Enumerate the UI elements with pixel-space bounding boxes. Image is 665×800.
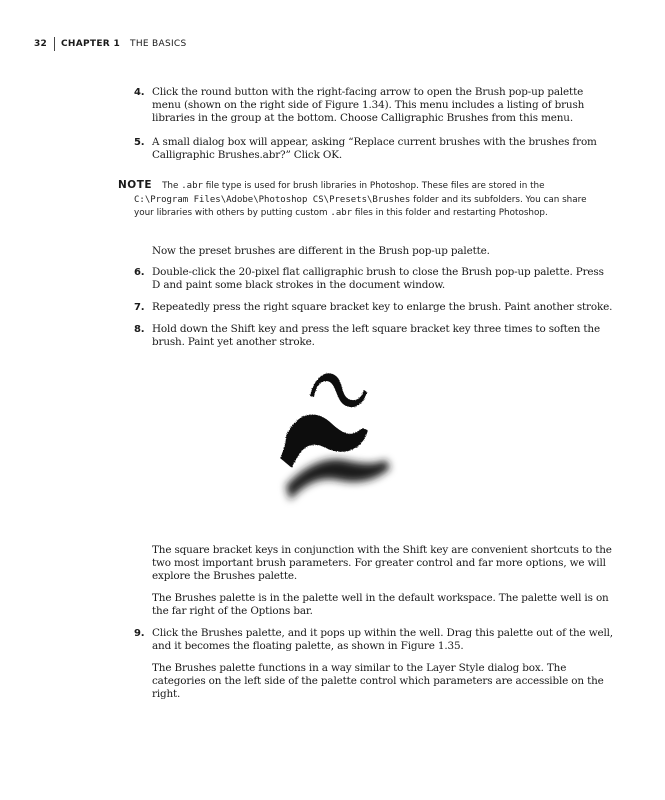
note-box [118, 179, 598, 221]
step-text: Double-click the 20-pixel flat calligraphic brush to close the Brush pop-up palette. Press D and paint some black strokes in the document window. [152, 266, 604, 292]
running-header [34, 37, 187, 51]
page-number: 32 [34, 39, 48, 49]
step-number: 5. [134, 137, 145, 148]
paragraph: The square bracket keys in conjunction with the Shift key are convenient shortcuts to the two most important brush parameters. For greater control and far more options, we will explore the Brushes palette. [152, 544, 612, 583]
paragraph: The Brushes palette functions in a way similar to the Layer Style dialog box. The categories on the left side of the palette control which parameters are accessible on the right. [152, 662, 604, 701]
chapter-title: THE BASICS [130, 39, 187, 49]
note-label: NOTE [118, 179, 153, 191]
step-text: A small dialog box will appear, asking “Replace current brushes with the brushes from Calligraphic Brushes.abr?” Click OK. [152, 136, 597, 162]
soft-stroke [286, 459, 390, 500]
folder-path: C:\Program Files\Adobe\Photoshop CS\Presets\Brushes [134, 194, 411, 205]
step-text: Click the Brushes palette, and it pops up within the well. Drag this palette out of the well, and it becomes the floating palette, as shown in Figure 1.35. [152, 627, 613, 653]
step-4 [134, 86, 614, 126]
step-9 [134, 627, 614, 653]
large-stroke [280, 414, 368, 468]
step-number: 4. [134, 87, 145, 98]
file-extension: .abr [181, 181, 203, 191]
step-number: 9. [134, 628, 145, 639]
step-5 [134, 136, 614, 162]
note-text: The .abr file type is used for brush libraries in Photoshop. These files are stored in the C:\Program Files\Adobe\Photoshop CS\Presets\Brushes folder and its subfolders. You can share your libraries with others by putting custom .abr files in this folder and restarting Photoshop. [134, 181, 587, 219]
step-7 [134, 301, 614, 314]
thin-stroke [310, 373, 367, 407]
step-number: 8. [134, 324, 145, 335]
step-text: Hold down the Shift key and press the left square bracket key three times to soften the brush. Paint yet another stroke. [152, 323, 600, 349]
step-text: Click the round button with the right-facing arrow to open the Brush pop-up palette menu (shown on the right side of Figure 1.34). This menu includes a listing of brush libraries in the group at the bottom. Choose Calligraphic Brushes from this menu. [152, 86, 585, 125]
step-number: 7. [134, 302, 145, 313]
step-number: 6. [134, 267, 145, 278]
paragraph: The Brushes palette is in the palette well in the default workspace. The palette well is on the far right of the Options bar. [152, 592, 609, 618]
paragraph: Now the preset brushes are different in the Brush pop-up palette. [152, 245, 490, 257]
header-divider [54, 37, 55, 51]
chapter-label: CHAPTER 1 [61, 39, 121, 49]
brush-strokes-illustration [262, 364, 402, 516]
step-6 [134, 266, 614, 292]
step-text: Repeatedly press the right square bracket key to enlarge the brush. Paint another stroke. [152, 301, 613, 313]
step-8 [134, 323, 614, 349]
file-extension: .abr [330, 208, 353, 219]
